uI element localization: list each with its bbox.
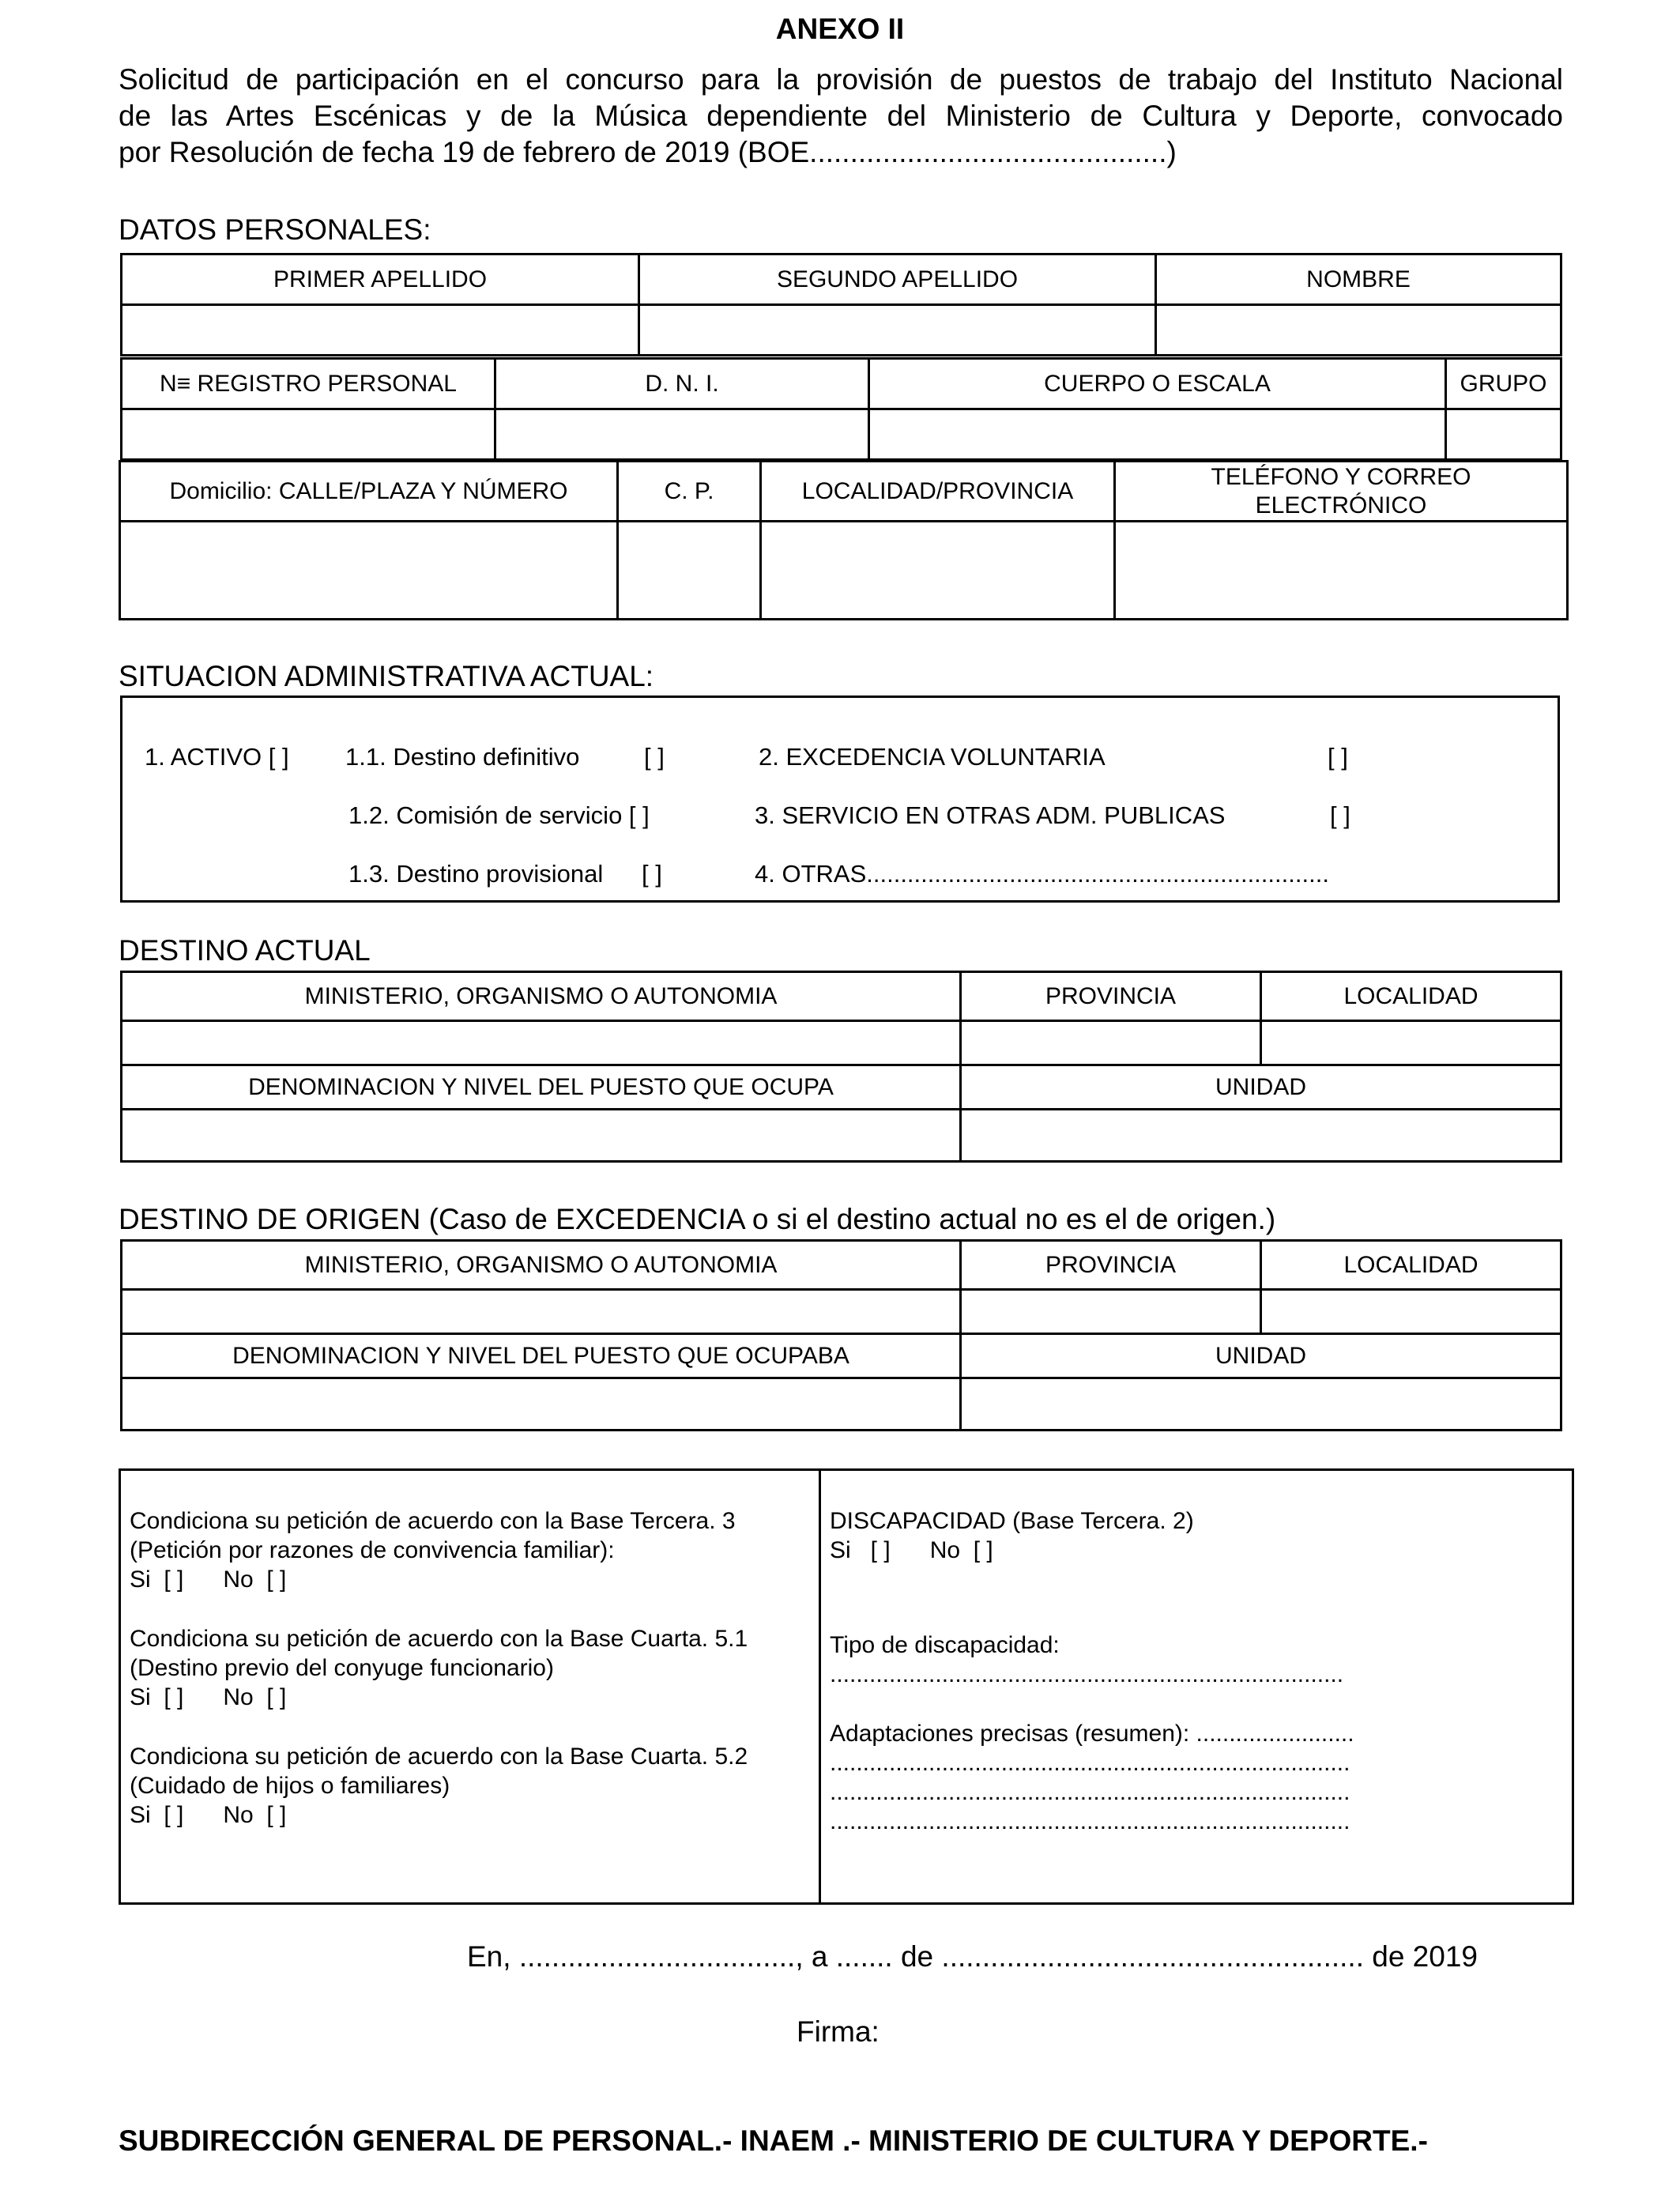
discapacidad-label: DISCAPACIDAD (Base Tercera. 2)	[830, 1508, 1194, 1534]
unidad-field[interactable]	[961, 1110, 1561, 1162]
nombre-field[interactable]	[1156, 305, 1561, 356]
cuerpo-escala-header: CUERPO O ESCALA	[869, 359, 1446, 409]
cp-field[interactable]	[618, 522, 761, 620]
unidad-origen-field[interactable]	[961, 1378, 1561, 1431]
primer-apellido-field[interactable]	[122, 305, 639, 356]
cuerpo-escala-field[interactable]	[869, 409, 1446, 460]
denominacion-origen-header: DENOMINACION Y NIVEL DEL PUESTO QUE OCUPABA	[122, 1334, 961, 1378]
telefono-correo-field[interactable]	[1115, 522, 1568, 620]
grupo-field[interactable]	[1446, 409, 1561, 460]
localidad-provincia-header: LOCALIDAD/PROVINCIA	[761, 462, 1115, 522]
page-title: ANEXO II	[775, 13, 905, 45]
ministerio-field[interactable]	[122, 1021, 961, 1065]
primer-apellido-header: PRIMER APELLIDO	[122, 254, 639, 305]
tipo-discapacidad-field[interactable]: ..............................................................................	[830, 1661, 1344, 1687]
electronico-label: ELECTRÓNICO	[1255, 492, 1427, 518]
condicion-line: Condiciona su petición de acuerdo con la Base Cuarta. 5.1	[130, 1626, 748, 1652]
excedencia-label: 2. EXCEDENCIA VOLUNTARIA	[759, 743, 1106, 771]
activo-option[interactable]: 1. ACTIVO [ ]	[145, 743, 289, 771]
servicio-otras-checkbox[interactable]: [ ]	[1330, 801, 1350, 829]
fecha-line[interactable]: En, .................................., a ....... de .................................................... de 2019	[467, 1940, 1478, 1973]
dni-header: D. N. I.	[495, 359, 869, 409]
localidad-header: LOCALIDAD	[1261, 972, 1561, 1021]
tipo-discapacidad-label: Tipo de discapacidad:	[830, 1632, 1060, 1658]
adaptaciones-line[interactable]: ...............................................................................	[830, 1750, 1350, 1776]
localidad-origen-header: LOCALIDAD	[1261, 1241, 1561, 1290]
condicion-line: Condiciona su petición de acuerdo con la Base Cuarta. 5.2	[130, 1744, 748, 1770]
nombre-header: NOMBRE	[1156, 254, 1561, 305]
discapacidad-si-no[interactable]: Si [ ] No [ ]	[830, 1537, 993, 1563]
localidad-provincia-field[interactable]	[761, 522, 1115, 620]
destino-origen-table	[120, 1239, 1562, 1431]
datos-personales-table-1	[120, 253, 1562, 356]
destino-provisional-checkbox[interactable]: [ ]	[642, 860, 662, 888]
intro-line: de las Artes Escénicas y de la Música dependiente del Ministerio de Cultura y Deporte, convocado	[119, 100, 1563, 132]
firma-label: Firma:	[797, 2015, 880, 2048]
destino-origen-heading: DESTINO DE ORIGEN (Caso de EXCEDENCIA o si el destino actual no es el de origen.)	[119, 1203, 1276, 1235]
intro-line: por Resolución de fecha 19 de febrero de 2019 (BOE............................................)	[119, 136, 1177, 168]
segundo-apellido-field[interactable]	[639, 305, 1156, 356]
domicilio-header: Domicilio: CALLE/PLAZA Y NÚMERO	[120, 462, 618, 522]
telefono-correo-header	[1115, 462, 1568, 522]
adaptaciones-line[interactable]: ...............................................................................	[830, 1779, 1350, 1805]
adaptaciones-line[interactable]: ...............................................................................	[830, 1808, 1350, 1834]
localidad-origen-field[interactable]	[1261, 1290, 1561, 1334]
destino-definitivo-label: 1.1. Destino definitivo	[345, 743, 580, 771]
domicilio-field[interactable]	[120, 522, 618, 620]
excedencia-checkbox[interactable]: [ ]	[1328, 743, 1348, 771]
adaptaciones-field[interactable]: Adaptaciones precisas (resumen): ........................	[830, 1721, 1354, 1747]
grupo-header: GRUPO	[1446, 359, 1561, 409]
cp-header: C. P.	[618, 462, 761, 522]
destino-definitivo-checkbox[interactable]: [ ]	[644, 743, 665, 771]
condicion-base-cuarta-5-2	[130, 1742, 748, 1830]
segundo-apellido-header: SEGUNDO APELLIDO	[639, 254, 1156, 305]
unidad-header: UNIDAD	[961, 1065, 1561, 1110]
domicilio-table	[119, 460, 1569, 620]
ministerio-header: MINISTERIO, ORGANISMO O AUTONOMIA	[122, 972, 961, 1021]
condicion-si-no[interactable]: Si [ ] No [ ]	[130, 1684, 287, 1710]
condiciones-divider	[819, 1468, 821, 1905]
footer-text: SUBDIRECCIÓN GENERAL DE PERSONAL.- INAEM .- MINISTERIO DE CULTURA Y DEPORTE.-	[119, 2124, 1428, 2157]
condicion-base-cuarta-5-1	[130, 1624, 748, 1712]
telefono-correo-label: TELÉFONO Y CORREO	[1211, 463, 1471, 490]
condicion-line: (Destino previo del conyuge funcionario)	[130, 1655, 554, 1681]
condicion-si-no[interactable]: Si [ ] No [ ]	[130, 1566, 287, 1593]
datos-personales-table-2	[120, 357, 1562, 461]
denominacion-field[interactable]	[122, 1110, 961, 1162]
provincia-origen-header: PROVINCIA	[961, 1241, 1261, 1290]
condicion-line: (Petición por razones de convivencia familiar):	[130, 1537, 615, 1563]
condicion-line: (Cuidado de hijos o familiares)	[130, 1773, 450, 1799]
provincia-field[interactable]	[961, 1021, 1261, 1065]
destino-actual-heading: DESTINO ACTUAL	[119, 934, 371, 967]
destino-actual-table	[120, 971, 1562, 1163]
condicion-line: Condiciona su petición de acuerdo con la Base Tercera. 3	[130, 1508, 736, 1534]
unidad-origen-header: UNIDAD	[961, 1334, 1561, 1378]
localidad-field[interactable]	[1261, 1021, 1561, 1065]
otras-field[interactable]: 4. OTRAS....................................................................	[755, 860, 1329, 888]
registro-personal-header: N≡ REGISTRO PERSONAL	[122, 359, 495, 409]
intro-line: Solicitud de participación en el concurso para la provisión de puestos de trabajo del Instituto Nacional	[119, 63, 1563, 96]
registro-personal-field[interactable]	[122, 409, 495, 460]
datos-personales-heading: DATOS PERSONALES:	[119, 213, 431, 246]
comision-servicio-option[interactable]: 1.2. Comisión de servicio [ ]	[348, 801, 650, 829]
ministerio-origen-field[interactable]	[122, 1290, 961, 1334]
intro-paragraph	[119, 62, 1563, 171]
denominacion-header: DENOMINACION Y NIVEL DEL PUESTO QUE OCUPA	[122, 1065, 961, 1110]
provincia-origen-field[interactable]	[961, 1290, 1261, 1334]
dni-field[interactable]	[495, 409, 869, 460]
denominacion-origen-field[interactable]	[122, 1378, 961, 1431]
condicion-base-tercera-3	[130, 1506, 736, 1594]
ministerio-origen-header: MINISTERIO, ORGANISMO O AUTONOMIA	[122, 1241, 961, 1290]
situacion-heading: SITUACION ADMINISTRATIVA ACTUAL:	[119, 660, 654, 692]
condicion-si-no[interactable]: Si [ ] No [ ]	[130, 1802, 287, 1828]
servicio-otras-label: 3. SERVICIO EN OTRAS ADM. PUBLICAS	[755, 801, 1226, 829]
destino-provisional-label: 1.3. Destino provisional	[348, 860, 604, 888]
provincia-header: PROVINCIA	[961, 972, 1261, 1021]
